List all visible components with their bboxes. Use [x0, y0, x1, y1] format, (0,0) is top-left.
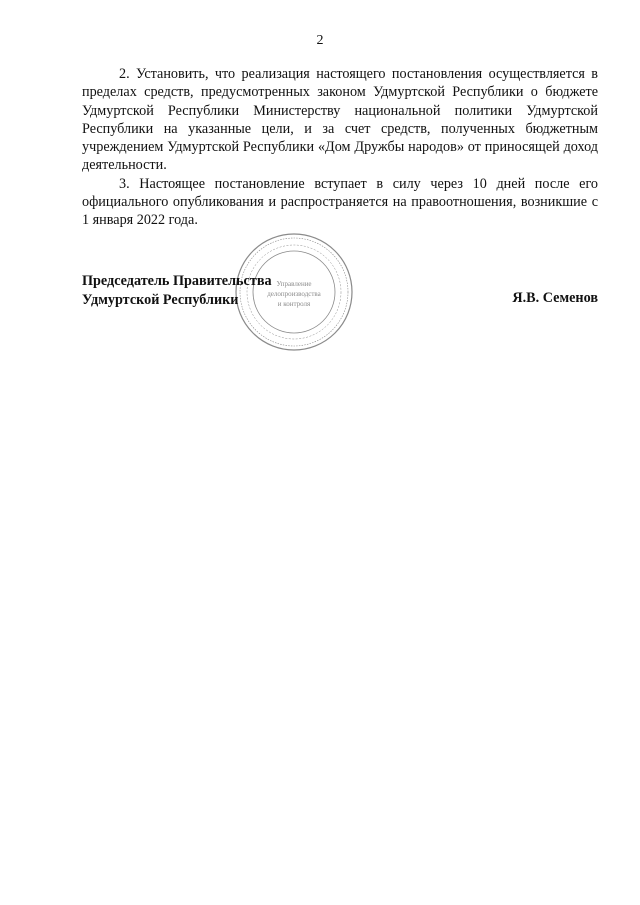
stamp-text-line2: делопроизводства: [267, 290, 321, 298]
signer-name: Я.В. Семенов: [512, 290, 598, 306]
stamp-text-line1: Управление: [276, 280, 312, 288]
paragraph-3: 3. Настоящее постановление вступает в силу через 10 дней после его официального опубликования и распространяется на правоотношения, возникшие с 1 января 2022 года.: [82, 175, 598, 229]
signer-position-line2: Удмуртской Республики: [82, 291, 239, 308]
stamp-text-line3: и контроля: [277, 300, 311, 308]
signer-position: [82, 272, 272, 309]
document-body: [82, 65, 598, 230]
signer-position-line1: Председатель Правительства: [82, 273, 272, 289]
paragraph-2: 2. Установить, что реализация настоящего постановления осуществляется в пределах средств, предусмотренных законом Удмуртской Республики о бюджете Удмуртской Республики Министерству национальной политики Удмуртской Республики на указанные цели, и за счет средств, полученных бюджетным учреждением Удмуртской Республики «Дом Дружбы народов» от приносящей доход деятельности.: [82, 66, 598, 174]
page-number: 2: [316, 33, 324, 48]
